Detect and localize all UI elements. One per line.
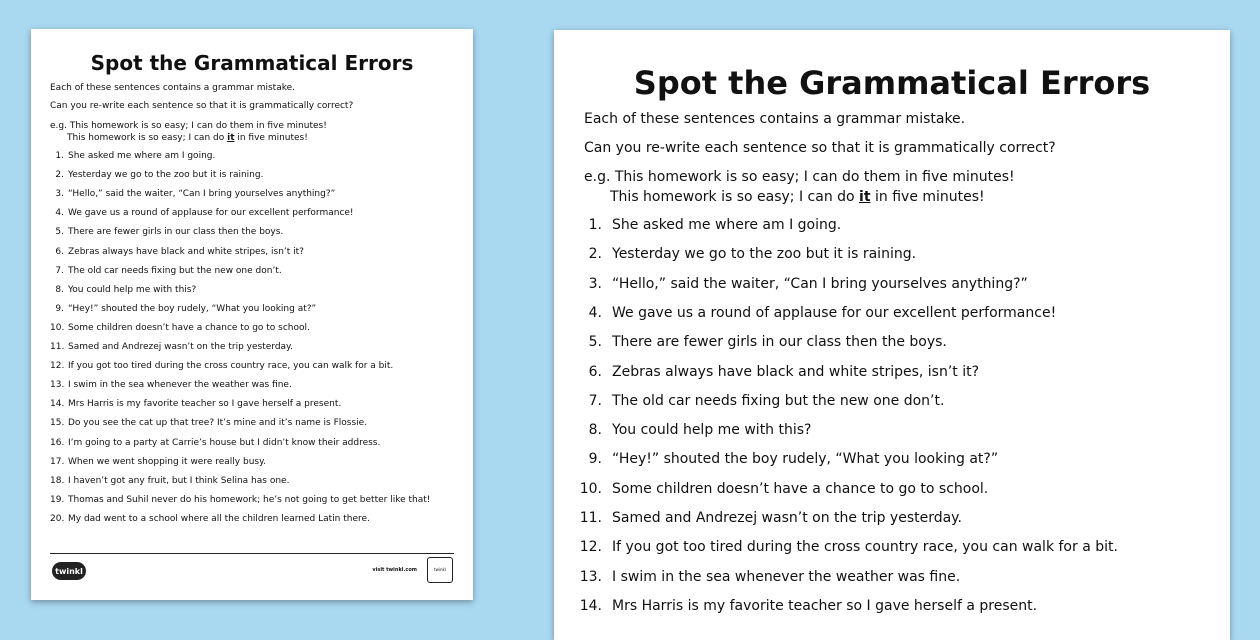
sentence-item-number: 13. [50,380,65,391]
sentence-item-text: She asked me where am I going. [68,151,216,161]
sentence-item-large-text: We gave us a round of applause for our excellent performance! [612,304,1057,321]
sentence-item-text: If you got too tired during the cross country race, you can walk for a bit. [68,361,394,372]
sentence-item-number: 14. [50,399,65,410]
sentence-item-number: 20. [50,513,65,524]
sentence-item-number: 5. [55,227,64,238]
example-line-1: e.g. This homework is so easy; I can do them in five minutes! [50,121,327,131]
sentence-item-text: Mrs Harris is my favorite teacher so I gave herself a present. [68,399,342,410]
sentence-item-large-number: 14. [579,597,602,614]
worksheet-thumbnail [31,29,473,600]
sentence-item-large-text: “Hey!” shouted the boy rudely, “What you looking at?” [612,451,999,468]
sentence-item-text: When we went shopping it were really busy. [68,456,266,467]
footer-url: visit twinkl.com [372,567,417,573]
sentence-item-large-text: “Hello,” said the waiter, “Can I bring yourselves anything?” [612,275,1028,292]
sentence-item-large-number: 11. [579,510,602,526]
worksheet-title: Spot the Grammatical Errors [90,51,414,75]
sentence-item-large-text: The old car needs fixing but the new one don’t. [612,392,945,409]
sentence-item-number: 3. [55,189,64,200]
sentence-item-text: I’m going to a party at Carrie’s house but I didn’t know their address. [68,437,381,448]
sentence-item-number: 1. [55,151,64,161]
intro-line-2: Can you re-write each sentence so that it is grammatically correct? [50,101,354,111]
sentence-item-text: Yesterday we go to the zoo but it is raining. [68,170,264,181]
sentence-item-text: I swim in the sea whenever the weather was fine. [68,380,292,391]
sentence-item-number: 8. [55,284,64,295]
sentence-item-text: The old car needs fixing but the new one don’t. [68,265,282,276]
sentence-item-text: “Hello,” said the waiter, “Can I bring yourselves anything?” [68,189,336,200]
sentence-item-number: 18. [50,475,65,486]
sentence-item-large-number: 10. [579,480,602,497]
sentence-item-number: 4. [55,208,64,219]
footer-badge: twinkl [427,557,453,583]
intro-line-1: Each of these sentences contains a grammar mistake. [50,83,296,93]
sentence-item-text: You could help me with this? [68,284,197,295]
worksheet-title-large: Spot the Grammatical Errors [633,64,1151,102]
sentence-item-large-number: 6. [588,363,602,380]
sentence-item-number: 12. [50,361,65,372]
sentence-item-large-text: Some children doesn’t have a chance to go to school. [612,480,989,497]
footer-divider [50,553,454,554]
example-line-2: This homework is so easy; I can do it in five minutes! [67,133,308,143]
sentence-item-text: Zebras always have black and white stripes, isn’t it? [68,246,304,257]
sentence-item-large-number: 12. [579,539,602,556]
intro-line-2-large: Can you re-write each sentence so that it is grammatically correct? [584,140,1056,156]
sentence-item-number: 2. [55,170,64,181]
intro-line-1-large: Each of these sentences contains a grammar mistake. [584,111,966,127]
sentence-item-large-number: 2. [588,246,602,263]
sentence-item-number: 16. [50,437,65,448]
sentence-item-large-number: 4. [588,304,602,321]
sentence-item-large-number: 13. [579,568,602,585]
sentence-item-text: We gave us a round of applause for our excellent performance! [68,208,354,219]
sentence-item-text: I haven’t got any fruit, but I think Selina has one. [68,475,290,486]
sentence-item-large-number: 1. [588,217,602,233]
sentence-item-text: “Hey!” shouted the boy rudely, “What you looking at?” [68,303,317,314]
sentence-item-text: Thomas and Suhil never do his homework; he’s not going to get better like that! [68,494,431,505]
sentence-item-large-number: 3. [588,275,602,292]
sentence-item-number: 6. [55,246,64,257]
sentence-item-number: 15. [50,418,65,429]
sentence-item-number: 19. [50,494,65,505]
sentence-item-large-text: There are fewer girls in our class then the boys. [612,334,947,351]
sentence-item-number: 10. [50,322,65,333]
sentence-item-large-text: Samed and Andrezej wasn’t on the trip yesterday. [612,510,962,526]
sentence-item-number: 11. [50,342,65,352]
sentence-item-text: Samed and Andrezej wasn’t on the trip yesterday. [68,342,293,352]
sentence-item-large-text: She asked me where am I going. [612,217,842,233]
sentence-item-large-text: Mrs Harris is my favorite teacher so I gave herself a present. [612,597,1038,614]
sentence-item-large-text: You could help me with this? [612,422,812,439]
sentence-item-text: There are fewer girls in our class then the boys. [68,227,284,238]
sentence-item-large-text: Zebras always have black and white stripes, isn’t it? [612,363,980,380]
sentence-item-number: 7. [55,265,64,276]
sentence-item-number: 9. [55,303,64,314]
sentence-item-text: Do you see the cat up that tree? It’s mine and it’s name is Flossie. [68,418,368,429]
sentence-item-large-text: If you got too tired during the cross country race, you can walk for a bit. [612,539,1118,556]
sentence-item-large-number: 8. [588,422,602,439]
sentence-item-large-number: 5. [588,334,602,351]
sentence-item-large-text: I swim in the sea whenever the weather was fine. [612,568,961,585]
sentence-item-text: My dad went to a school where all the children learned Latin there. [68,513,370,524]
worksheet-zoomed [554,30,1230,640]
example-line-1-large: e.g. This homework is so easy; I can do them in five minutes! [584,169,1015,185]
sentence-item-number: 17. [50,456,65,467]
example-line-2-large: This homework is so easy; I can do it in five minutes! [610,189,985,205]
sentence-item-large-text: Yesterday we go to the zoo but it is raining. [612,246,917,263]
sentence-item-text: Some children doesn’t have a chance to go to school. [68,322,310,333]
sentence-item-large-number: 7. [588,392,602,409]
sentence-item-large-number: 9. [588,451,602,468]
twinkl-logo: twinkl [52,562,86,580]
